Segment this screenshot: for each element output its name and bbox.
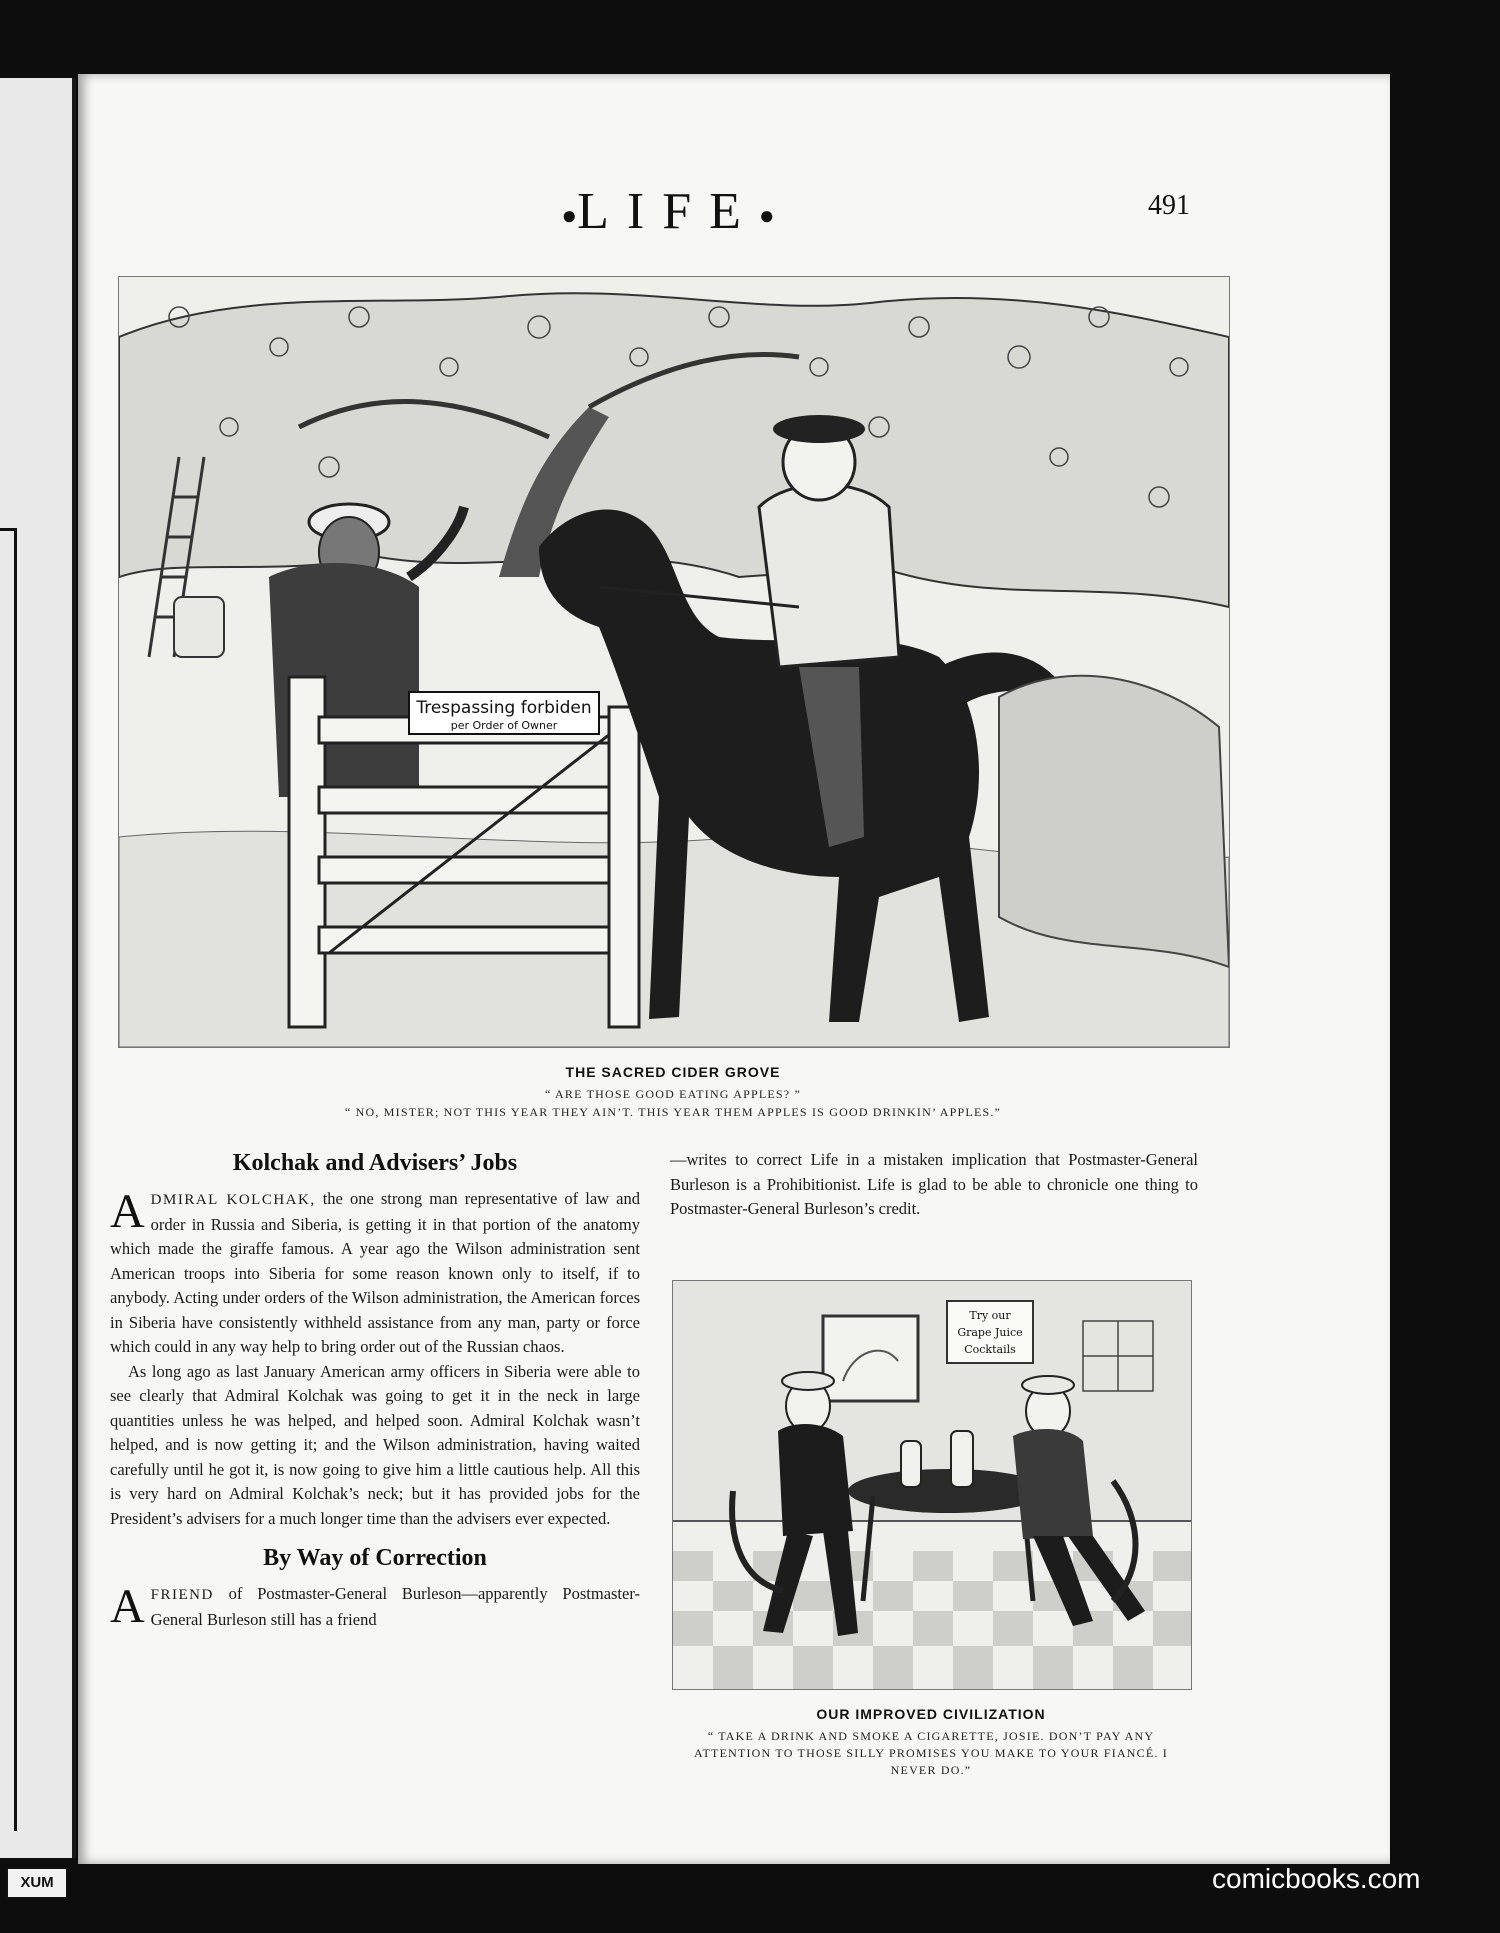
masthead-dot-icon: ● — [758, 201, 775, 231]
article-kolchak-paragraph-1 — [110, 1187, 640, 1360]
cartoon-top-title: THE SACRED CIDER GROVE — [565, 1064, 781, 1080]
left-column — [110, 1150, 640, 1632]
article-correction-paragraph-1 — [110, 1582, 640, 1632]
page-header — [78, 182, 1390, 242]
trespassing-sign-subtext: per Order of Owner — [450, 719, 558, 732]
xum-badge: XUM — [6, 1867, 68, 1899]
cider-grove-illustration — [119, 277, 1229, 1047]
right-column — [670, 1148, 1198, 1222]
cartoon-top-caption-answer: “ NO, MISTER; NOT THIS YEAR THEY AIN’T. THIS YEAR THEM APPLES IS GOOD DRINKIN’ APPLES.” — [344, 1105, 1002, 1119]
improved-civilization-illustration — [673, 1281, 1191, 1689]
cartoon-sacred-cider-grove — [118, 276, 1230, 1048]
masthead — [538, 182, 798, 241]
cocktail-sign-line-2: Grape Juice — [957, 1326, 1023, 1339]
page-number: 491 — [1148, 190, 1190, 221]
paragraph-text: of Postmaster-General Burleson—apparently Postmaster-General Burleson still has a friend — [150, 1584, 640, 1629]
lead-in: FRIEND — [150, 1587, 214, 1603]
drop-cap: A — [110, 1185, 145, 1238]
trespassing-sign-text: Trespassing forbiden — [416, 698, 592, 718]
masthead-dot-icon: ● — [561, 201, 578, 231]
lead-in: DMIRAL KOLCHAK, — [150, 1192, 316, 1208]
cartoon-top-caption-question: “ ARE THOSE GOOD EATING APPLES? ” — [544, 1087, 802, 1101]
cartoon-bottom-caption: “ TAKE A DRINK AND SMOKE A CIGARETTE, JOSIE. DON’T PAY ANY ATTENTION TO THOSE SILLY PROMISES YOU MAKE TO YOUR FIANCÉ. I NEVER DO.” — [693, 1729, 1169, 1777]
magazine-page — [78, 74, 1390, 1864]
left-page-border-rule — [0, 528, 17, 1831]
article-kolchak-paragraph-2: As long ago as last January American army officers in Siberia were able to see clearly that Admiral Kolchak was going to get it in the neck in large quantities unless he was helped, and helped soon. Admiral Kolchak wasn’t helped, and is now getting it; and the Wilson administration, having waited carefully until he got it, is now going to give him a little cautious help. All this is very hard on Admiral Kolchak’s neck; but it has provided jobs for the President’s advisers for a much longer time than the advisers ever expected. — [110, 1361, 640, 1528]
site-watermark: comicbooks.com — [1212, 1863, 1421, 1894]
masthead-title: LIFE — [577, 183, 759, 240]
cartoon-bottom-title: OUR IMPROVED CIVILIZATION — [816, 1706, 1046, 1722]
drop-cap: A — [110, 1580, 145, 1633]
article-title-kolchak: Kolchak and Advisers’ Jobs — [232, 1150, 518, 1176]
cocktail-sign-line-1: Try our — [969, 1309, 1011, 1322]
article-correction-continuation: —writes to correct Life in a mistaken implication that Postmaster-General Burleson is a Prohibitionist. Life is glad to be able to chronicle one thing to Postmaster-General Burleson’s credit. — [670, 1150, 1198, 1218]
article-title-correction: By Way of Correction — [263, 1545, 487, 1571]
cocktail-sign-line-3: Cocktails — [964, 1343, 1016, 1356]
cartoon-improved-civilization — [672, 1280, 1192, 1690]
paragraph-text: the one strong man representative of law and order in Russia and Siberia, is getting it in that portion of the anatomy which made the giraffe famous. A year ago the Wilson administration sent American troops into Siberia for some reason known only to itself, if to anybody. Acting under orders of the Wilson administration, the American forces in Siberia have consistently withheld assistance from any man, party or force which could in any way help to bring order out of the Russian chaos. — [110, 1189, 640, 1356]
left-page-edge — [0, 78, 76, 1858]
